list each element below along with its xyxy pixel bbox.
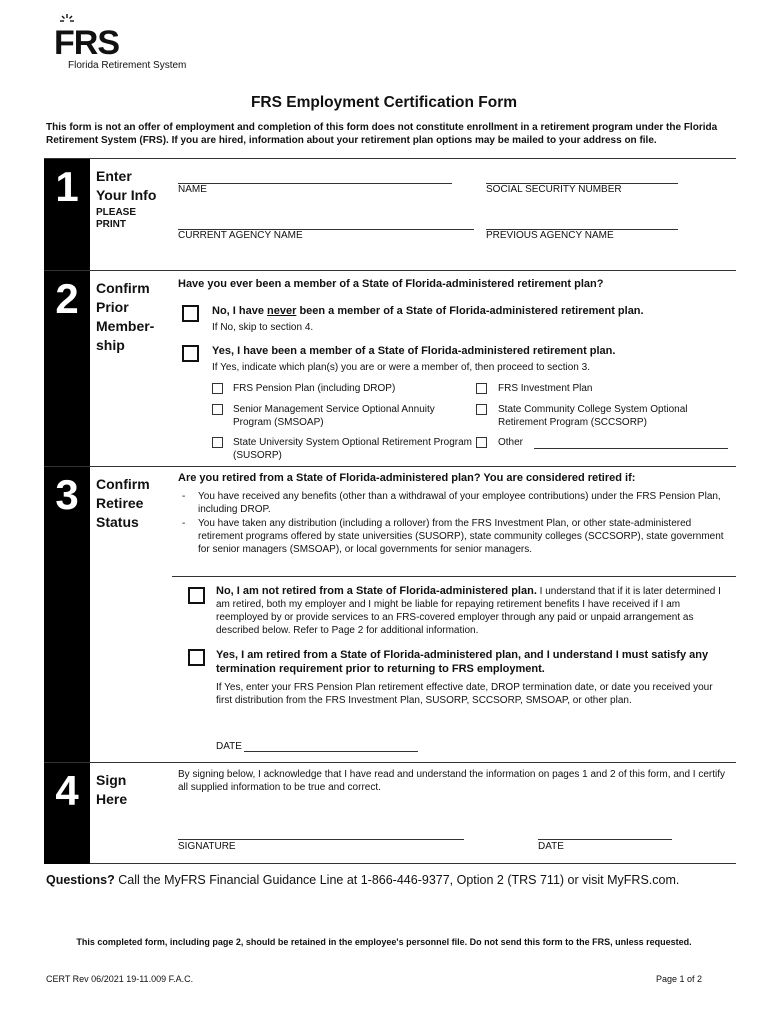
not-retired-checkbox[interactable] xyxy=(188,587,205,604)
was-member-checkbox[interactable] xyxy=(182,345,199,362)
susorp-checkbox[interactable] xyxy=(212,437,223,448)
bullet-dash: - xyxy=(182,518,186,529)
label-line: Member- xyxy=(96,318,155,334)
questions-bold: Questions? xyxy=(46,873,115,887)
susorp-label: State University System Optional Retirement Program (SUSORP) xyxy=(233,437,472,461)
was-member-option: Yes, I have been a member of a State of Florida-administered retirement plan. xyxy=(212,345,616,357)
divider xyxy=(172,576,736,577)
section-label xyxy=(96,475,176,532)
section-label xyxy=(96,279,176,355)
label-line: Confirm xyxy=(96,476,150,492)
form-revision: CERT Rev 06/2021 19-11.009 F.A.C. xyxy=(46,974,194,984)
never-member-option xyxy=(212,304,644,318)
section-number-bar xyxy=(44,467,90,762)
sccsorp-label: State Community College System Optional Retirement Program (SCCSORP) xyxy=(498,404,688,428)
section-3 xyxy=(44,466,736,762)
sign-date-label: DATE xyxy=(538,841,564,852)
label-line: Sign xyxy=(96,772,127,788)
retention-notice: This completed form, including page 2, should be retained in the employee's personnel file. Do not send this form to the FRS, unless requested. xyxy=(76,937,692,947)
label-line: Your Info xyxy=(96,187,157,203)
section-2 xyxy=(44,270,736,466)
section-number: 2 xyxy=(55,275,79,322)
label-line: Enter xyxy=(96,168,132,184)
logo-wordmark: FRS xyxy=(54,24,119,62)
other-plan-label: Other xyxy=(498,437,524,448)
section-number: 3 xyxy=(55,471,79,518)
not-retired-option xyxy=(216,585,726,637)
label-small-line: PLEASE xyxy=(96,207,137,218)
sccsorp-checkbox[interactable] xyxy=(476,404,487,415)
section-number: 1 xyxy=(55,163,79,210)
label-line: Here xyxy=(96,791,128,807)
label-line: Prior xyxy=(96,299,129,315)
label-line: Retiree xyxy=(96,495,144,511)
pension-plan-checkbox[interactable] xyxy=(212,383,223,394)
name-label: NAME xyxy=(178,184,207,195)
option-text: No, I have xyxy=(212,305,268,317)
section-number-bar xyxy=(44,763,90,864)
never-emphasis: never xyxy=(267,305,297,317)
intro-text: This form is not an offer of employment and completion of this form does not constitute enrollment in a retirement program under the Florida Retirement System (FRS). If you are hired, information about your retirement plan options may be mailed to your address on file. xyxy=(46,122,718,146)
smsoap-checkbox[interactable] xyxy=(212,404,223,415)
retired-option: Yes, I am retired from a State of Florida-administered plan, and I understand I must satisfy any termination requirement prior to returning to FRS employment. xyxy=(216,649,709,675)
retired-condition-1: You have received any benefits (other than a withdrawal of your employee contributions) under the FRS Pension Plan, including DROP. xyxy=(198,491,721,515)
option-text: I understand that if it is later determined I am retired, both my employer and I might be liable for repaying retirement benefits I have received if I am reemployed by or provide services to an FRS-covered employer through any paid or unpaid arrangement as described below. Refer to Page 2 for additional information. xyxy=(216,586,721,636)
pension-plan-label: FRS Pension Plan (including DROP) xyxy=(233,383,396,394)
acknowledgement-text: By signing below, I acknowledge that I have read and understand the information on pages 1 and 2 of this form, and I certify all supplied information to be true and correct. xyxy=(178,769,726,793)
bullet-dash: - xyxy=(182,491,186,502)
label-line: Confirm xyxy=(96,280,150,296)
frs-logo xyxy=(40,10,240,74)
investment-plan-label: FRS Investment Plan xyxy=(498,383,593,394)
retired-question: Are you retired from a State of Florida-administered plan? You are considered retired if: xyxy=(178,472,636,484)
sign-date-input-line[interactable] xyxy=(538,839,672,840)
questions-line xyxy=(46,873,679,887)
section-label xyxy=(96,771,176,809)
retired-date-input-line[interactable] xyxy=(244,751,418,752)
section-label xyxy=(96,167,176,231)
smsoap-label: Senior Management Service Optional Annuity Program (SMSOAP) xyxy=(233,404,435,428)
was-member-note: If Yes, indicate which plan(s) you are or were a member of, then proceed to section 3. xyxy=(212,362,590,373)
option-bold: No, I am not retired from a State of Florida-administered plan. xyxy=(216,585,537,597)
label-line: ship xyxy=(96,337,125,353)
retired-instructions: If Yes, enter your FRS Pension Plan retirement effective date, DROP termination date, or date you received your first distribution from the FRS Investment Plan, SUSORP, SCCSORP, SMSOAP, or other plan. xyxy=(216,682,713,706)
other-plan-checkbox[interactable] xyxy=(476,437,487,448)
signature-input-line[interactable] xyxy=(178,839,464,840)
section-number: 4 xyxy=(55,767,79,814)
member-question: Have you ever been a member of a State of Florida-administered retirement plan? xyxy=(178,278,604,290)
page-title: FRS Employment Certification Form xyxy=(250,94,518,111)
retired-checkbox[interactable] xyxy=(188,649,205,666)
section-number-bar xyxy=(44,159,90,270)
agency-label: CURRENT AGENCY NAME xyxy=(178,230,303,241)
investment-plan-checkbox[interactable] xyxy=(476,383,487,394)
questions-text: Call the MyFRS Financial Guidance Line at 1-866-446-9377, Option 2 (TRS 711) or visit MyFRS.com. xyxy=(114,873,680,887)
logo-subtitle: Florida Retirement System xyxy=(68,60,187,71)
never-member-note: If No, skip to section 4. xyxy=(212,322,314,333)
ssn-label: SOCIAL SECURITY NUMBER xyxy=(486,184,622,195)
other-plan-input-line[interactable] xyxy=(534,448,728,449)
label-small xyxy=(96,207,176,231)
page-number: Page 1 of 2 xyxy=(655,974,702,984)
section-4 xyxy=(44,762,736,864)
label-small-line: PRINT xyxy=(96,219,126,230)
section-1 xyxy=(44,158,736,270)
certification-form xyxy=(44,158,736,864)
never-member-checkbox[interactable] xyxy=(182,305,199,322)
name-input-line[interactable] xyxy=(178,183,452,184)
option-text: been a member of a State of Florida-administered retirement plan. xyxy=(296,305,644,317)
retired-date-label: DATE xyxy=(216,741,242,752)
section-number-bar xyxy=(44,271,90,466)
signature-label: SIGNATURE xyxy=(178,841,236,852)
prev-agency-label: PREVIOUS AGENCY NAME xyxy=(486,230,614,241)
retired-condition-2: You have taken any distribution (including a rollover) from the FRS Investment Plan, or other state-administered retirement programs offered by state universities (SUSORP), state community colleges (SCCSORP), state government for senior managers (SMSOAP), or local governments for senior managers. xyxy=(198,518,724,555)
label-line: Status xyxy=(96,514,139,530)
